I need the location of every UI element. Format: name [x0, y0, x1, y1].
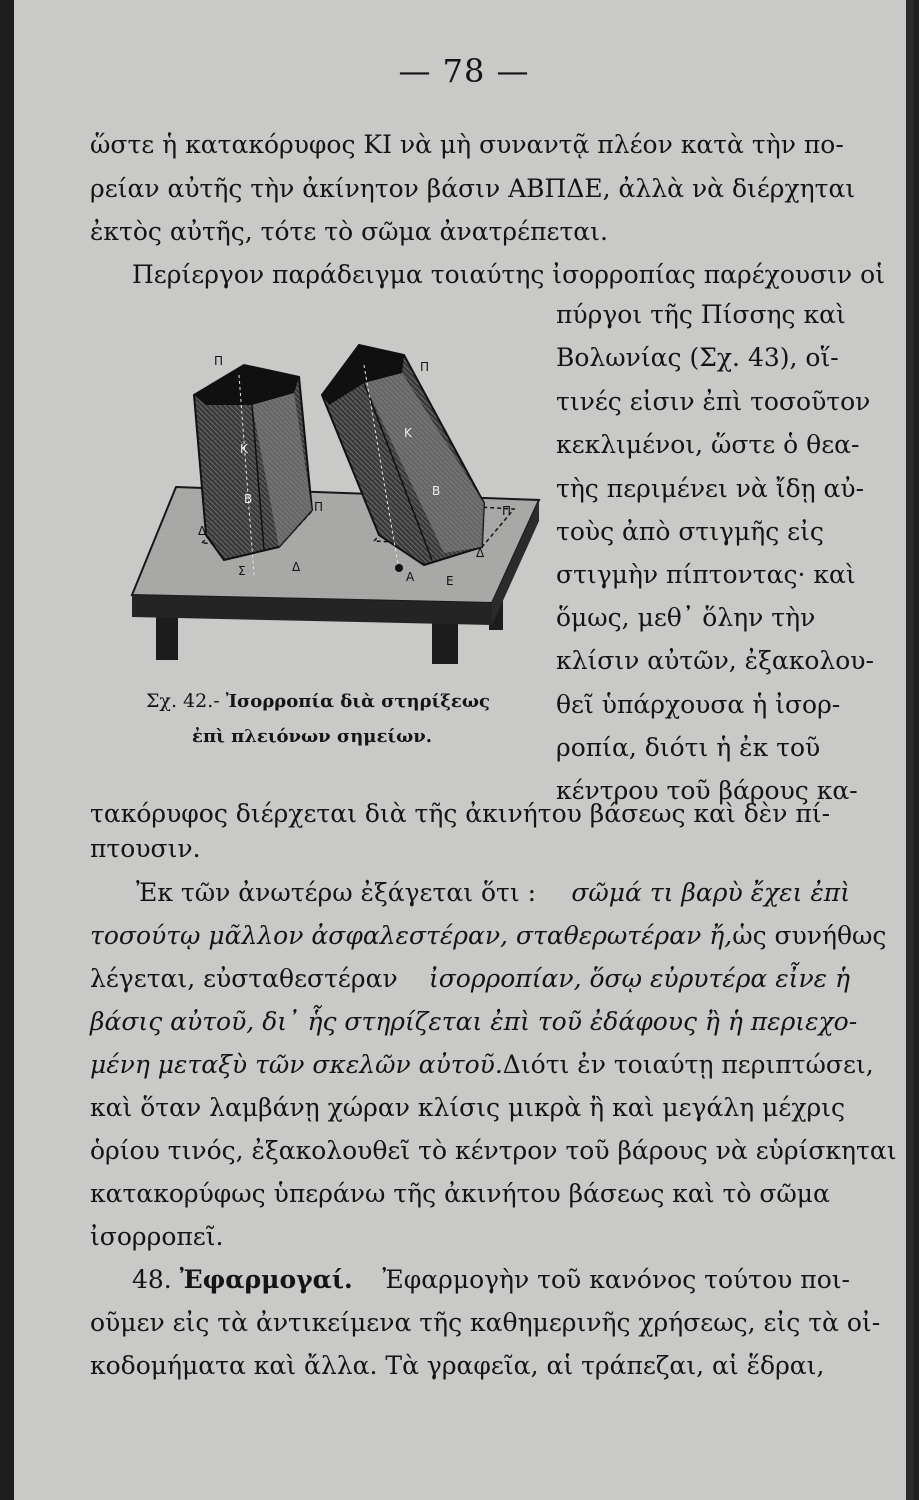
- figure-label: Β: [432, 484, 441, 498]
- text-line: ρείαν αὐτῆς τὴν ἀκίνητον βάσιν ΑΒΠΔΕ, ἀλλὰ νὰ διέρχηται: [90, 174, 856, 203]
- section-number: 48.: [132, 1265, 172, 1294]
- text-line: κέντρου τοῦ βάρους κα-: [556, 776, 858, 805]
- text-line: ὁρίου τινός, ἐξακολουθεῖ τὸ κέντρον τοῦ βάρους νὰ εὑρίσκηται: [90, 1136, 897, 1165]
- figure-label: Σ: [238, 564, 246, 578]
- text-line: κεκλιμένοι, ὥστε ὁ θεα-: [556, 430, 860, 459]
- figure-label: Π: [502, 504, 512, 518]
- figure-label: Δ: [198, 524, 207, 538]
- text-line: πύργοι τῆς Πίσσης καὶ: [556, 300, 846, 329]
- text-line: μένη μεταξὺ τῶν σκελῶν αὐτοῦ. Διότι ἐν τοιαύτῃ περιπτώσει,: [90, 1050, 874, 1079]
- text-line: θεῖ ὑπάρχουσα ἡ ἰσορ-: [556, 690, 841, 719]
- text-line: κλίσιν αὐτῶν, ἐξακολου-: [556, 646, 874, 675]
- figure-caption: [146, 690, 490, 712]
- figure-label: Κ: [404, 426, 412, 440]
- text-line: λέγεται, εὐσταθεστέραν ἰσορροπίαν, ὅσῳ εὐρυτέρα εἶνε ἡ: [90, 964, 850, 993]
- figure-label: Β: [244, 492, 253, 506]
- text-line: κατακορύφως ὑπεράνω τῆς ἀκινήτου βάσεως καὶ τὸ σῶμα: [90, 1179, 830, 1208]
- text-line: καὶ ὅταν λαμβάνῃ χώραν κλίσις μικρὰ ἢ καὶ μεγάλη μέχρις: [90, 1093, 845, 1122]
- page-edge-shadow: [906, 0, 914, 1500]
- section-heading: Ἐφαρμογαί.: [179, 1265, 353, 1294]
- figure-label: Π: [420, 360, 430, 374]
- text-line: κοδομήματα καὶ ἄλλα. Τὰ γραφεῖα, αἱ τράπεζαι, αἱ ἕδραι,: [90, 1351, 825, 1380]
- text-line: τὴς περιμένει νὰ ἴδῃ αὐ-: [556, 474, 865, 503]
- figure-label: Π: [214, 354, 224, 368]
- figure-caption-title: Ἰσορροπία διὰ στηρίξεως: [225, 691, 490, 712]
- text-line: οῦμεν εἰς τὰ ἀντικείμενα τῆς καθημερινῆς χρήσεως, εἰς τὰ οἰ-: [90, 1308, 881, 1337]
- text-line: πτουσιν.: [90, 834, 201, 863]
- figure-caption-number: Σχ. 42.-: [146, 690, 220, 712]
- figure-label: Α: [406, 570, 415, 584]
- text-line: Περίεργον παράδειγμα τοιαύτης ἰσορροπίας παρέχουσιν οἱ: [132, 260, 885, 289]
- text-line: τοσούτῳ μᾶλλον ἀσφαλεστέραν, σταθερωτέραν ἤ, ὡς συνήθως: [90, 921, 887, 950]
- text-line: ροπία, διότι ἡ ἐκ τοῦ: [556, 733, 821, 762]
- figure-caption-line2: ἐπὶ πλειόνων σημείων.: [192, 726, 433, 747]
- text-line: Βολωνίας (Σχ. 43), οἵ-: [556, 343, 839, 372]
- figure-leaning-towers: [114, 335, 544, 675]
- text-line: βάσις αὐτοῦ, δι᾽ ἧς στηρίζεται ἐπὶ τοῦ ἐδάφους ἢ ἡ περιεχο-: [90, 1007, 858, 1036]
- text-line: ἰσορροπεῖ.: [90, 1222, 224, 1251]
- text-line: στιγμὴν πίπτοντας· καὶ: [556, 560, 856, 589]
- figure-label: Ε: [446, 574, 454, 588]
- page-number: — 78 —: [398, 52, 530, 90]
- text-line: τακόρυφος διέρχεται διὰ τῆς ἀκινήτου βάσεως καὶ δὲν πί-: [90, 799, 831, 828]
- text-line: τινές εἰσιν ἐπὶ τοσοῦτον: [556, 387, 871, 416]
- text-line: τοὺς ἀπὸ στιγμῆς εἰς: [556, 517, 824, 546]
- text-line: ὅμως, μεθ᾽ ὅλην τὴν: [556, 603, 816, 632]
- text-line: ἐκτὸς αὐτῆς, τότε τὸ σῶμα ἀνατρέπεται.: [90, 217, 608, 246]
- text-line: ὥστε ἡ κατακόρυφος ΚΙ νὰ μὴ συναντᾷ πλέον κατὰ τὴν πο-: [90, 130, 844, 159]
- text-line: Ἐκ τῶν ἀνωτέρω ἐξάγεται ὅτι : σῶμά τι βαρὺ ἔχει ἐπὶ: [136, 878, 850, 907]
- figure-label: Κ: [240, 442, 248, 456]
- section-heading-line: 48. Ἐφαρμογαί. Ἐφαρμογὴν τοῦ κανόνος τούτου ποι-: [132, 1265, 850, 1294]
- figure-label: Δ: [476, 546, 485, 560]
- figure-label: Π: [314, 500, 324, 514]
- figure-label: Δ: [292, 560, 301, 574]
- book-page: [14, 0, 914, 1500]
- figure-drawing: [114, 335, 544, 675]
